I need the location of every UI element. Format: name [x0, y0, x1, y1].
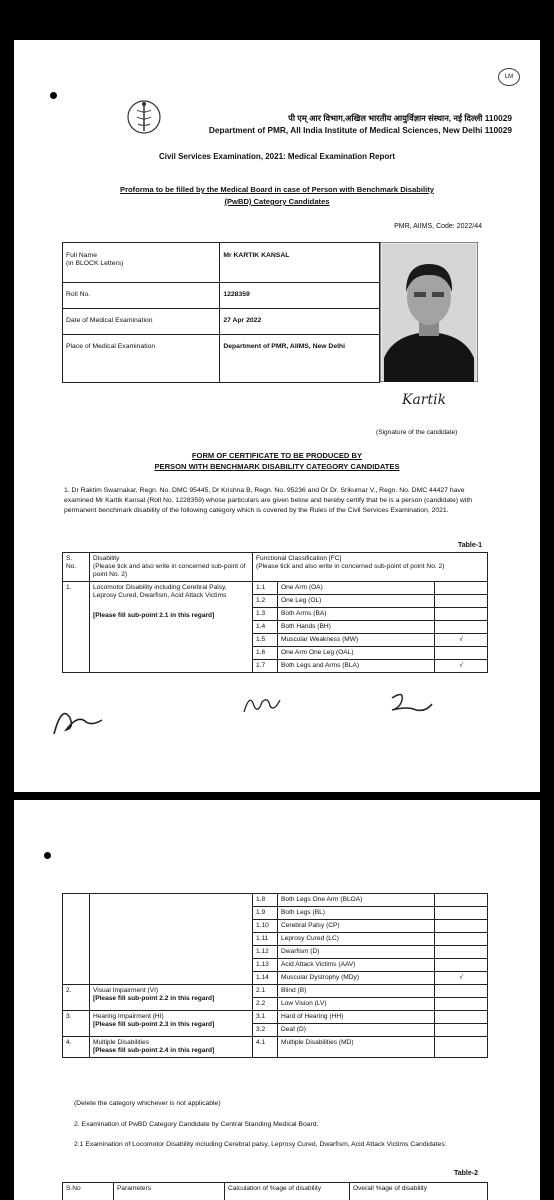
fc-name: Both Arms (BA)	[278, 608, 435, 621]
row2-sno: 2.	[63, 985, 90, 1011]
fc-code: 1.4	[253, 621, 278, 634]
row1-sno: 1.	[63, 582, 90, 673]
fc-tick: √	[435, 634, 488, 647]
fc-name: Multiple Disabilities (MD)	[278, 1037, 435, 1058]
cont-disability-cell	[90, 894, 253, 985]
header-hindi: पी एम् आर विभाग,अखिल भारतीय आयुर्विज्ञान संस्थान, नई दिल्ली 110029	[288, 113, 512, 123]
fc-tick	[435, 959, 488, 972]
fc-code: 1.9	[253, 907, 278, 920]
row1-disability: Locomotor Disability including Cerebral Palsy, Leprosy Cured, Dwarfism, Acid Attack Victims	[93, 584, 227, 599]
row4-title: Multiple Disabilities	[93, 1039, 150, 1046]
candidate-details-table	[62, 242, 380, 383]
row2-disability-cell	[90, 985, 253, 1011]
fc-name: Cerebral Palsy (CP)	[278, 920, 435, 933]
th-disability: Disability (Please tick and also write in concerned sub-point of point No. 2)	[90, 553, 253, 582]
value-exam-place: Department of PMR, AIIMS, New Delhi	[220, 335, 380, 383]
fc-code: 1.7	[253, 660, 278, 673]
fc-name: Hard of Hearing (HH)	[278, 1011, 435, 1024]
fc-tick	[435, 647, 488, 660]
value-roll-no: 1228359	[220, 283, 380, 309]
delete-note: (Delete the category whichever is not applicable)	[74, 1100, 221, 1107]
doctor-signature-3	[386, 688, 436, 718]
t2-head-overall: Overall %age of disability	[350, 1183, 488, 1200]
value-exam-date: 27 Apr 2022	[220, 309, 380, 335]
page-number-stamp: LM	[498, 68, 520, 86]
fc-name: Both Legs and Arms (BLA)	[278, 660, 435, 673]
fc-tick	[435, 907, 488, 920]
fc-code: 1.13	[253, 959, 278, 972]
fc-code: 1.11	[253, 933, 278, 946]
fc-code: 4.1	[253, 1037, 278, 1058]
fc-name: Acid Attack Victims (AAV)	[278, 959, 435, 972]
form-title-line-1: FORM OF CERTIFICATE TO BE PRODUCED BY	[191, 451, 363, 460]
candidate-signature: Kartik	[402, 392, 447, 408]
row2-note: [Please fill sub-point 2.2 in this regard]	[93, 995, 215, 1002]
fc-code: 1.3	[253, 608, 278, 621]
report-title: Civil Services Examination, 2021: Medical Examination Report	[158, 152, 396, 161]
disability-table-1-continued	[62, 893, 488, 1058]
label-exam-date: Date of Medical Examination	[63, 309, 220, 335]
header-english: Department of PMR, All India Institute of Medical Sciences, New Delhi 110029	[208, 125, 512, 135]
fc-code: 3.2	[253, 1024, 278, 1037]
fc-name: One Leg (OL)	[278, 595, 435, 608]
fc-tick	[435, 946, 488, 959]
fc-tick	[435, 998, 488, 1011]
fc-tick	[435, 595, 488, 608]
fc-code: 3.1	[253, 1011, 278, 1024]
fc-name: Deaf (D)	[278, 1024, 435, 1037]
fc-tick: √	[435, 972, 488, 985]
row3-disability-cell	[90, 1011, 253, 1037]
fc-name: Low Vision (LV)	[278, 998, 435, 1011]
fc-tick	[435, 621, 488, 634]
punch-hole-mark	[50, 92, 57, 99]
signature-caption: (Signature of the candidate)	[376, 429, 458, 436]
fc-name: Blind (B)	[278, 985, 435, 998]
fc-tick	[435, 582, 488, 595]
fc-tick	[435, 920, 488, 933]
fc-name: Both Legs One Arm (BLOA)	[278, 894, 435, 907]
fc-tick: √	[435, 660, 488, 673]
table2-label: Table-2	[454, 1170, 478, 1177]
row2-title: Visual Impairment (VI)	[93, 987, 159, 994]
fc-name: Muscular Dystrophy (MDy)	[278, 972, 435, 985]
certificate-page-2	[14, 800, 540, 1200]
row4-sno: 4.	[63, 1037, 90, 1058]
label-roll-no: Roll No.	[63, 283, 220, 309]
doctor-signature-1	[48, 700, 108, 740]
table1-label: Table-1	[458, 542, 482, 549]
fc-tick	[435, 1011, 488, 1024]
proforma-line-1: Proforma to be filled by the Medical Board in case of Person with Benchmark Disability	[120, 185, 434, 194]
doctor-signature-2	[240, 688, 284, 720]
th-functional-classification: Functional Classification [FC] (Please tick and also write in concerned sub-point of point No. 2)	[253, 553, 488, 582]
fc-name: Both Hands (BH)	[278, 621, 435, 634]
t2-head-parameters: Parameters	[114, 1183, 225, 1200]
fc-name: Leprosy Cured (LC)	[278, 933, 435, 946]
row4-disability-cell	[90, 1037, 253, 1058]
fc-tick	[435, 985, 488, 998]
fc-code: 1.5	[253, 634, 278, 647]
certificate-page-1	[14, 40, 540, 792]
row3-title: Hearing Impairment (HI)	[93, 1013, 164, 1020]
fc-name: One Arm (OA)	[278, 582, 435, 595]
row3-note: [Please fill sub-point 2.3 in this regard]	[93, 1021, 215, 1028]
fc-name: Muscular Weakness (MW)	[278, 634, 435, 647]
fc-code: 1.14	[253, 972, 278, 985]
disability-table-1	[62, 552, 488, 673]
label-full-name: Full Name (in BLOCK Letters)	[63, 243, 220, 283]
fc-tick	[435, 933, 488, 946]
row4-note: [Please fill sub-point 2.4 in this regard]	[93, 1047, 215, 1054]
t2-head-calculation: Calculation of %age of disability	[225, 1183, 350, 1200]
row3-sno: 3.	[63, 1011, 90, 1037]
form-title-line-2: PERSON WITH BENCHMARK DISABILITY CATEGORY CANDIDATES	[154, 462, 400, 471]
fc-tick	[435, 1024, 488, 1037]
th-sno: S. No.	[63, 553, 90, 582]
fc-code: 1.12	[253, 946, 278, 959]
fc-code: 1.8	[253, 894, 278, 907]
candidate-photo	[380, 242, 478, 382]
t2-head-sno: S.No	[63, 1183, 114, 1200]
fc-code: 2.1	[253, 985, 278, 998]
fc-tick	[435, 608, 488, 621]
fc-tick	[435, 1037, 488, 1058]
punch-hole-mark	[44, 852, 51, 859]
fc-name: Both Legs (BL)	[278, 907, 435, 920]
point-2: 2. Examination of PwBD Category Candidate by Central Standing Medical Board.	[74, 1121, 319, 1128]
fc-tick	[435, 894, 488, 907]
proforma-line-2: (PwBD) Category Candidates	[224, 197, 330, 206]
fc-name: Dwarfism (D)	[278, 946, 435, 959]
fc-code: 1.1	[253, 582, 278, 595]
cont-sno-cell	[63, 894, 90, 985]
proforma-code: PMR, AIIMS, Code: 2022/44	[394, 223, 482, 230]
label-exam-place: Place of Medical Examination	[63, 335, 220, 383]
value-full-name: Mr KARTIK KANSAL	[220, 243, 380, 283]
row1-note: [Please fill sub-point 2.1 in this regard]	[93, 612, 215, 619]
certificate-paragraph: 1. Dr Raktim Swarnakar, Regn. No. DMC 95445, Dr Krishna B, Regn. No. 95236 and Dr Dr. Srikumar V., Regn. No. DMC 44427 have examined Mr Kartik Kansal (Roll No. 1228359) whose particulars are given below and hereby certify that he is a person (candidate) with permanent benchmark disability of the following category which is covered by the Rules of the Civil Services Examination, 2021.	[64, 487, 473, 514]
point-2-1: 2.1 Examination of Locomotor Disability including Cerebral palsy, Leprosy Cured, Dwarfism, Acid Attack Victims Candidates:	[74, 1141, 447, 1148]
fc-code: 1.2	[253, 595, 278, 608]
fc-name: One Arm One Leg (OAL)	[278, 647, 435, 660]
fc-code: 2.2	[253, 998, 278, 1011]
fc-code: 1.6	[253, 647, 278, 660]
fc-code: 1.10	[253, 920, 278, 933]
disability-table-2	[62, 1182, 488, 1200]
row1-disability-cell	[90, 582, 253, 673]
